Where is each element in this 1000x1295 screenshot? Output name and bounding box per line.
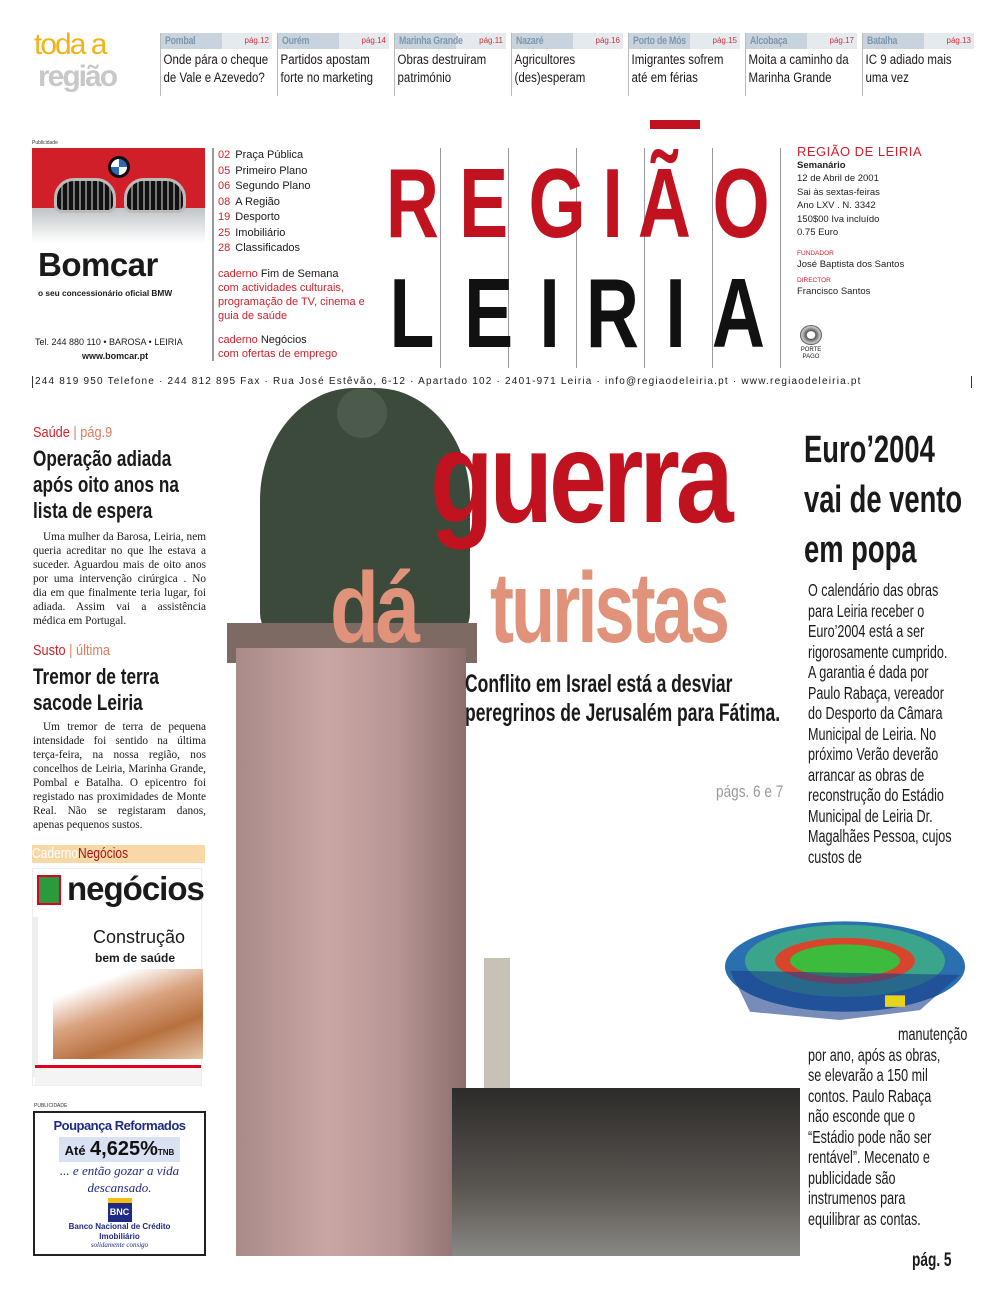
masthead-letter: R <box>385 148 439 258</box>
teaser-headline: Obras destruiram património <box>397 52 487 85</box>
teaser-batalha[interactable] <box>862 33 974 96</box>
story-headline: Operação adiada após oito anos na lista de espera <box>33 446 179 523</box>
teaser-headline: Agricultores (des)esperam <box>514 52 586 85</box>
contact-line: 244 819 950 Telefone · 244 812 895 Fax · Rua José Estêvão, 6-12 · Apartado 102 · 2401-971 Leiria · info@regiaodeleiria.pt · www.regiaodeleiria.pt <box>32 376 972 388</box>
index-item[interactable] <box>218 210 372 226</box>
story-headline: Tremor de terra sacode Leiria <box>33 664 159 715</box>
car-grille <box>124 178 186 213</box>
index-page: 19 <box>218 211 231 223</box>
teaser-pombal[interactable] <box>160 33 272 96</box>
story-saude[interactable]: Saúde | pág.9 Operação adiada após oito anos na lista de espera Uma mulher da Barosa, Leiria, nem queria acreditar no que lhe estava a suceder. Aguardou mais de oito anos por uma intervenção cirúrgica . No dia em que finalmente teria lugar, foi adiada. Assim vai a assistência médica em Portugal. <box>33 424 206 627</box>
porte-pago-stamp <box>797 325 825 361</box>
hammer-photo <box>53 969 203 1059</box>
teaser-headline: Imigrantes sofrem até em férias <box>631 52 724 85</box>
bomcar-ad[interactable] <box>32 148 205 365</box>
index-page: 08 <box>218 195 231 208</box>
story-section: Susto <box>33 642 66 659</box>
index-label: Desporto <box>235 211 280 223</box>
teaser-page: pág.11 <box>479 36 503 45</box>
index-item[interactable] <box>218 241 372 257</box>
director-label: DIRECTOR <box>797 277 831 284</box>
story-section: Saúde <box>33 424 70 441</box>
index-label: Segundo Plano <box>235 180 311 192</box>
euro-body-1: O calendário das obras para Leiria receber o Euro’2004 está a ser rigorosamente cumprido. A garantia é dada por Paulo Rabaça, vereador do Desporto da Câmara Municipal de Leiria. No próximo Verão deverão arrancar as obras de reconstrução do Estádio Municipal de Leiria Dr. Magalhães Pessoa, cujos custos de <box>808 580 952 867</box>
index-label: Imobiliário <box>235 226 286 239</box>
ad-label: PUBLICIDADE <box>34 1103 68 1109</box>
pedestal <box>236 648 466 1256</box>
euro-page-ref[interactable]: pág. 5 <box>912 1250 952 1271</box>
caderno-word: caderno <box>218 267 258 280</box>
index-page: 28 <box>218 242 231 254</box>
stadium-rendering <box>720 905 970 1020</box>
masthead-letter: E <box>458 148 508 258</box>
ad-brand: Bomcar <box>38 246 158 283</box>
story-susto[interactable]: Susto | última Tremor de terra sacode Leiria Um tremor de terra de pequena intensidade foi sentido na última terça-feira, na nossa região, nos concelhos de Leiria, Marinha Grande, Pombal e Batalha. O epicentro foi registado nas proximidades de Monte Real. Não se registaram danos, apenas pequenos sustos. <box>33 642 206 831</box>
negocios-banner[interactable] <box>32 845 205 863</box>
info-date: 12 de Abril de 2001 <box>797 173 879 184</box>
publication-info <box>797 145 922 361</box>
teaser-place: Marinha Grande <box>399 35 463 47</box>
lead-headline-word2: dá <box>330 552 417 664</box>
teaser-page: pág.17 <box>829 36 854 45</box>
negocios-cover[interactable] <box>32 868 202 1086</box>
lead-page-ref[interactable]: págs. 6 e 7 <box>716 782 784 801</box>
teaser-page: pág.14 <box>361 36 386 45</box>
ad-contact: Tel. 244 880 110 • BAROSA • LEIRIA <box>35 337 183 347</box>
cover-subheadline: bem de saúde <box>95 951 176 965</box>
ad-label: Publicidade <box>32 140 58 146</box>
teaser-porto-de-mós[interactable] <box>628 33 740 96</box>
teaser-place: Porto de Mós <box>633 35 686 47</box>
index-label: A Região <box>235 195 280 208</box>
masthead <box>375 148 781 368</box>
masthead-letter: G <box>528 148 586 258</box>
info-issue: Ano LXV . N. 3342 <box>797 200 876 211</box>
index-item[interactable] <box>218 148 372 164</box>
ad-tagline: o seu concessionário oficial BMW <box>38 288 173 298</box>
euro-headline[interactable]: Euro’2004 vai de vento em popa <box>804 429 963 571</box>
banner-label: Caderno <box>32 845 79 862</box>
section-logo-top: toda a <box>34 28 106 61</box>
euro-body-2: manutenção por ano, após as obras, se elevarão a 150 mil contos. Paulo Rabaça não esconde que o “Estádio pode não ser rentável”. Mecenato e publicidade são instrumenos para equilibrar as contas. <box>808 1024 968 1229</box>
ad-website: www.bomcar.pt <box>82 351 149 361</box>
teaser-alcobaça[interactable] <box>745 33 857 96</box>
bnc-ad[interactable] <box>33 1111 206 1256</box>
lead-subhead[interactable]: Conflito em Israel está a desviar peregrinos de Jerusalém para Fátima. <box>465 670 781 727</box>
founder-label: FUNDADOR <box>797 249 834 257</box>
masthead-letter: I <box>538 258 560 368</box>
masthead-letter: I <box>602 148 623 258</box>
index-page: 05 <box>218 164 231 177</box>
teaser-page: pág.15 <box>712 36 737 45</box>
index-item[interactable] <box>218 179 372 195</box>
story-page: pág.9 <box>80 424 113 441</box>
director-name: Francisco Santos <box>797 286 871 297</box>
ad-title: Poupança Reformados <box>53 1118 186 1133</box>
masthead-letter: A <box>711 258 766 368</box>
cover-logo-icon <box>37 875 61 905</box>
caderno-desc: com ofertas de emprego <box>218 347 338 360</box>
info-price: 150$00 Iva incluído <box>797 213 880 225</box>
index-label: Praça Pública <box>235 149 304 161</box>
teaser-headline: Partidos apostam forte no marketing <box>280 52 374 85</box>
ad-bank: Banco Nacional de Crédito Imobiliário <box>68 1222 171 1241</box>
cover-title: negócios <box>67 870 204 907</box>
porte-text: PORTE <box>800 346 822 353</box>
story-body: Um tremor de terra de pequena intensidade foi sentido na última terça-feira, na nossa região, nos concelhos de Leiria, Marinha Grande, Pombal e Batalha. O epicentro foi registado nas proximidades de Monte Real. Não se registaram danos, apenas pequenos sustos. <box>33 721 206 831</box>
contents-index <box>212 148 372 361</box>
teaser-nazaré[interactable] <box>511 33 623 96</box>
car-grille <box>54 178 116 213</box>
teaser-place: Pombal <box>165 35 196 47</box>
caderno-word: caderno <box>218 333 258 346</box>
masthead-letter: L <box>389 258 435 368</box>
index-label: Primeiro Plano <box>235 164 308 177</box>
cover-footer <box>35 1065 201 1085</box>
teaser-place: Alcobaça <box>750 35 788 47</box>
teaser-page: pág.13 <box>946 36 971 45</box>
caderno-desc: com actividades culturais, programação de TV, cinema e guia de saúde <box>218 281 365 322</box>
teaser-place: Batalha <box>867 35 898 47</box>
founder-name: José Baptista dos Santos <box>797 258 905 270</box>
index-page: 02 <box>218 149 231 161</box>
crowd <box>452 1088 800 1256</box>
masthead-letter: I <box>665 258 686 368</box>
info-type: Semanário <box>797 159 846 171</box>
teaser-place: Nazaré <box>516 35 544 47</box>
teaser-headline: Moita a caminho da Marinha Grande <box>748 52 849 85</box>
cover-headline: Construção <box>93 927 186 947</box>
lead-headline-word3: turistas <box>490 552 728 664</box>
index-item[interactable] <box>218 164 372 180</box>
index-page: 06 <box>218 180 231 192</box>
seal-icon <box>800 325 822 345</box>
index-page: 25 <box>218 226 231 239</box>
masthead-letter: Ã <box>637 148 692 258</box>
teaser-headline: Onde pára o cheque de Vale e Azevedo? <box>163 52 269 85</box>
masthead-letter: O <box>712 148 770 258</box>
info-title: REGIÃO DE LEIRIA <box>797 144 923 159</box>
caderno-name: Fim de Semana <box>260 267 339 280</box>
ad-bank-tag: solidamente consigo <box>90 1241 149 1249</box>
masthead-letter: E <box>464 258 514 368</box>
ad-rate: Até 4,625%TNB <box>59 1137 181 1162</box>
index-item[interactable] <box>218 195 372 211</box>
masthead-line-2 <box>375 258 781 368</box>
ad-slogan: ... e então gozar a vida descansado. <box>59 1163 180 1195</box>
caderno-name: Negócios <box>260 333 307 346</box>
lead-headline-word1: guerra <box>430 404 730 550</box>
teaser-page: pág.12 <box>244 36 269 45</box>
story-body: Uma mulher da Barosa, Leiria, nem queria acreditar no que lhe estava a suceder. Aguardou mais de oito anos por uma intervenção cirúrgica . No dia em que finalmente teria lugar, foi adiada. Assim vai a assistência médica em Portugal. <box>33 531 206 627</box>
pago-text: PAGO <box>802 353 820 360</box>
teaser-marinha-grande[interactable] <box>394 33 506 96</box>
teaser-headline: IC 9 adiado mais uma vez <box>865 52 952 85</box>
masthead-letter: R <box>585 258 639 368</box>
info-freq: Sai às sextas-feiras <box>797 186 880 198</box>
teaser-place: Ourém <box>282 35 310 47</box>
index-label: Classificados <box>235 242 301 254</box>
basilica-tower <box>484 958 510 1088</box>
bmw-logo-icon <box>108 156 130 178</box>
statue-head <box>337 388 387 438</box>
teaser-page: pág.16 <box>595 36 620 45</box>
tilde-bar <box>650 120 700 129</box>
section-logo-bottom: região <box>38 60 117 93</box>
teaser-ourém[interactable] <box>277 33 389 96</box>
info-price-euro: 0.75 Euro <box>797 227 839 238</box>
index-item[interactable] <box>218 226 372 242</box>
story-page: última <box>76 642 111 659</box>
bnc-logo: BNC <box>108 1198 132 1222</box>
banner-label: Negócios <box>78 845 129 862</box>
masthead-line-1 <box>375 148 781 258</box>
